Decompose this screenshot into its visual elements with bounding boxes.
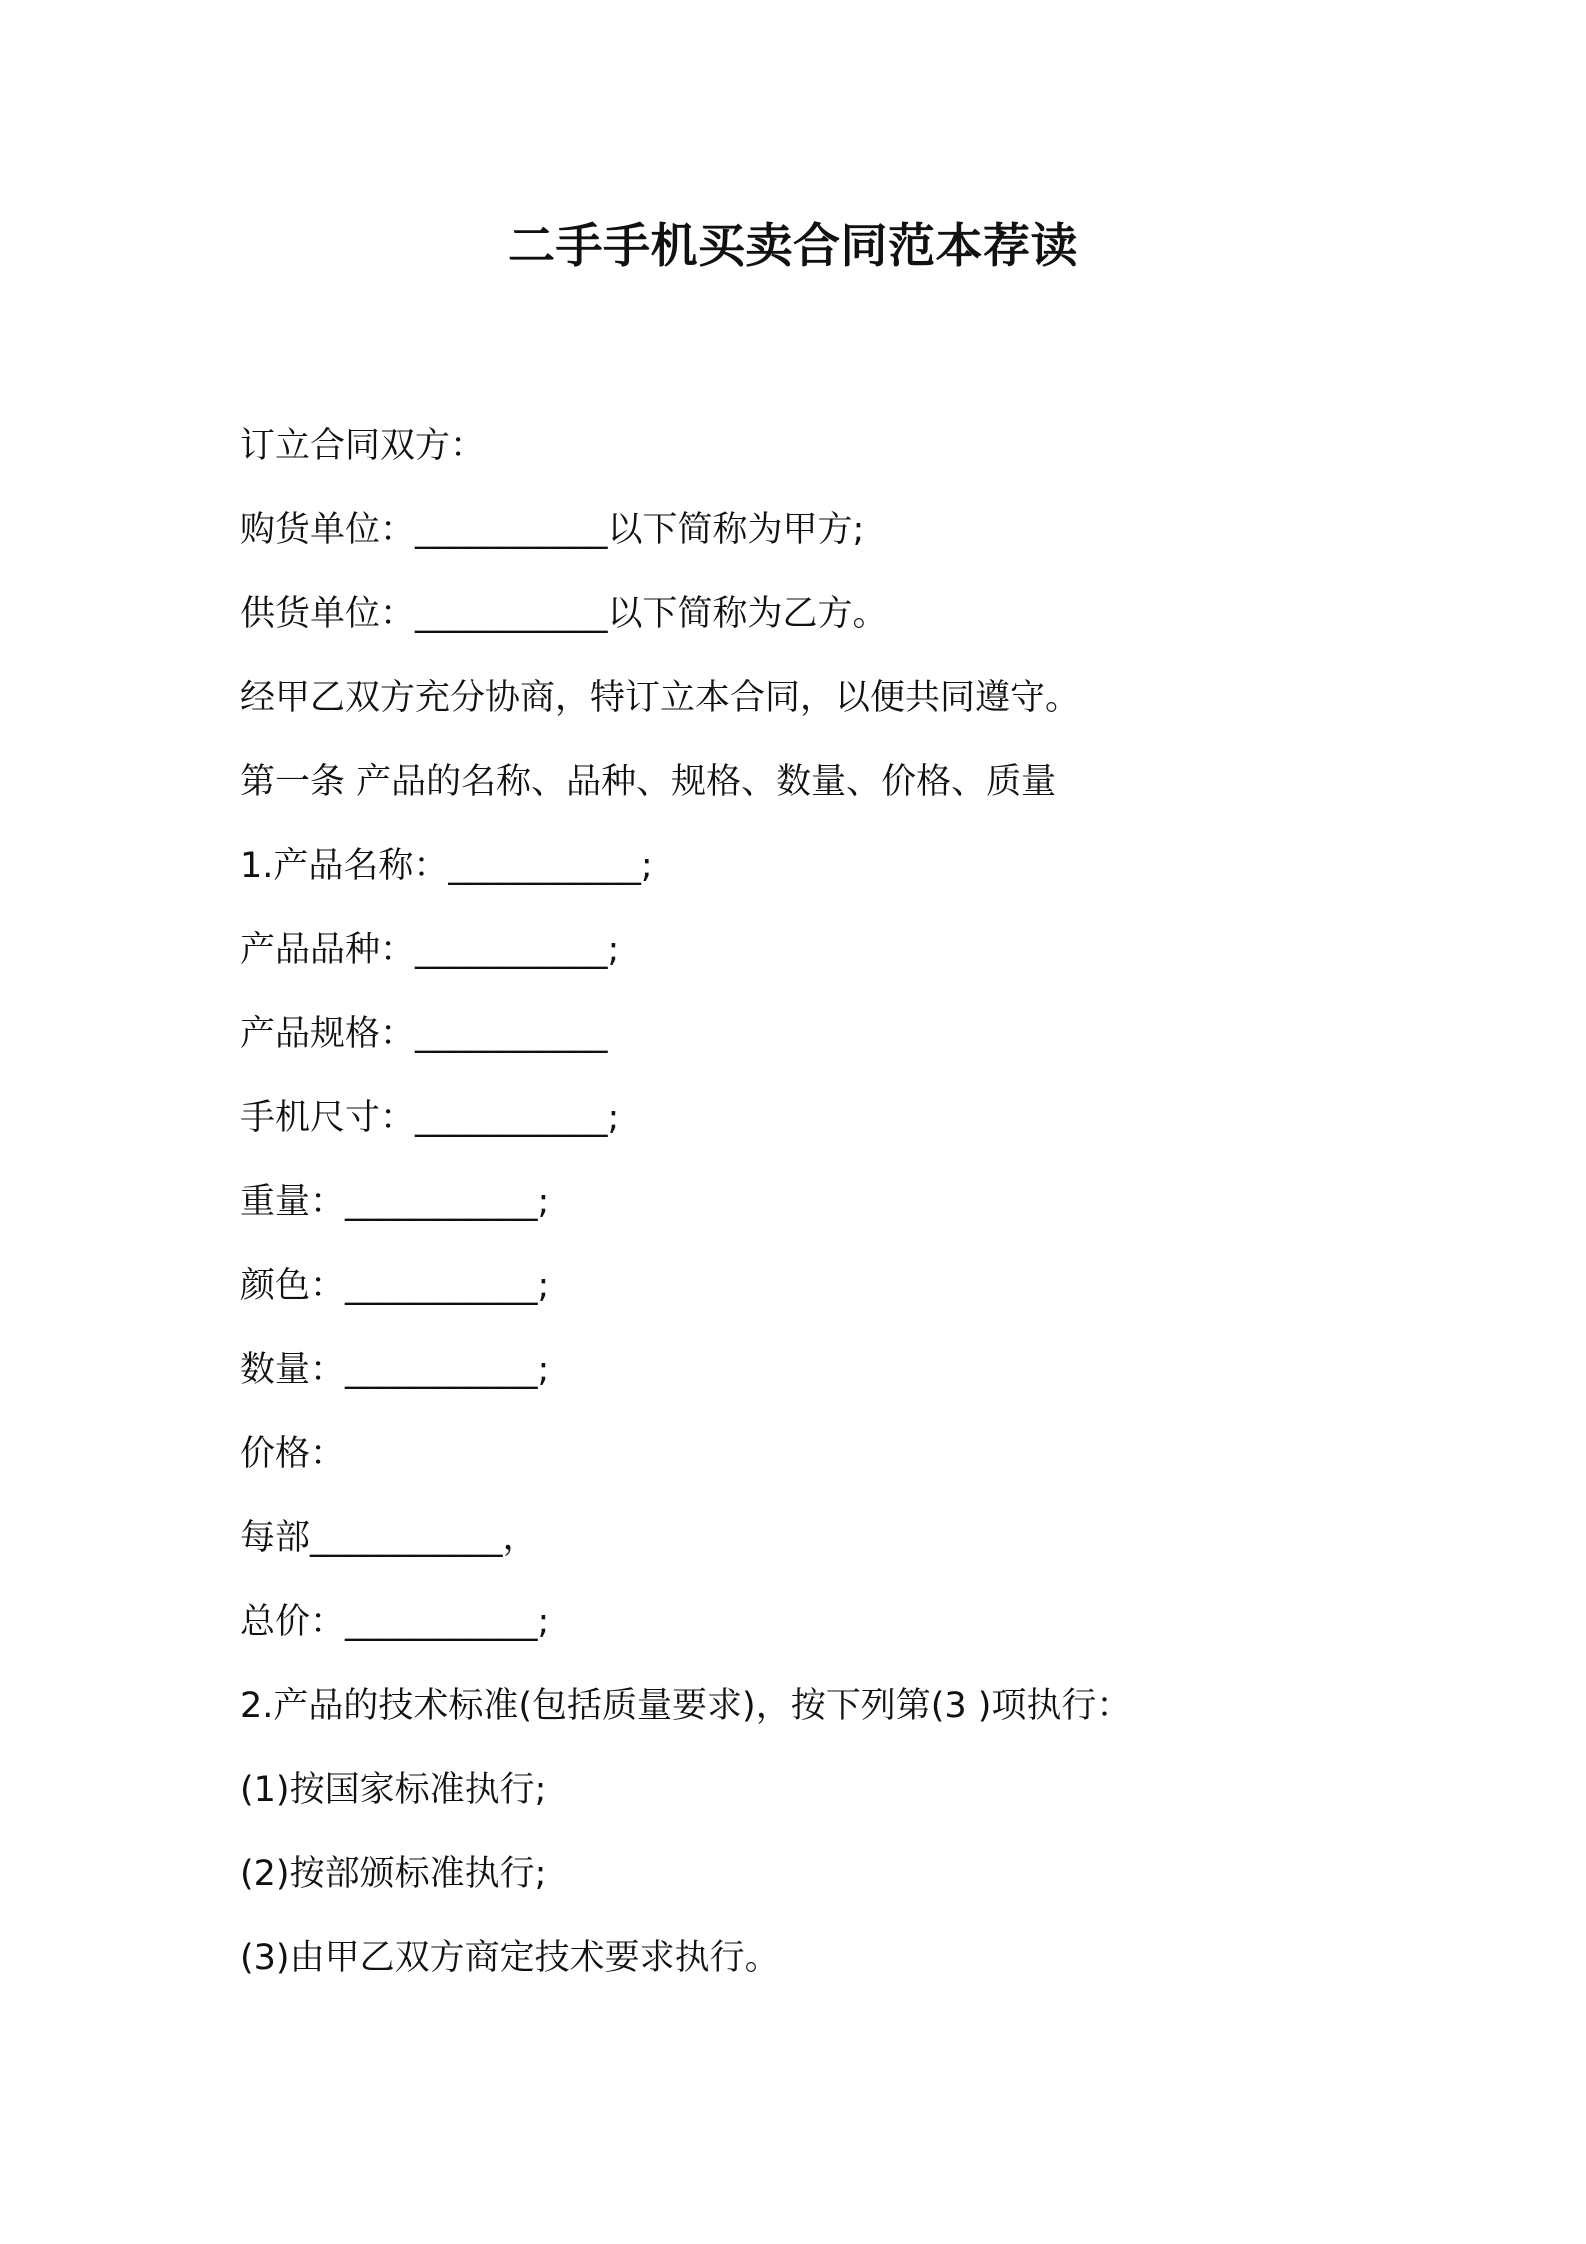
weight-line: 重量：___________; — [240, 1182, 550, 1222]
phone-size-line: 手机尺寸：___________; — [240, 1098, 620, 1138]
technical-standard-line: 2.产品的技术标准(包括质量要求)，按下列第(3 )项执行： — [240, 1686, 1132, 1726]
unit-price-line: 每部___________， — [240, 1518, 538, 1558]
total-price-line: 总价：___________; — [240, 1602, 550, 1642]
quantity-line: 数量：___________; — [240, 1350, 550, 1390]
standard-option-1: (1)按国家标准执行; — [240, 1770, 547, 1810]
agreement-statement: 经甲乙双方充分协商，特订立本合同，以便共同遵守。 — [240, 678, 1081, 718]
product-name-line: 1.产品名称：___________; — [240, 846, 653, 886]
contract-parties-heading: 订立合同双方： — [240, 426, 486, 466]
standard-option-2: (2)按部颁标准执行; — [240, 1854, 547, 1894]
buyer-line: 购货单位：___________以下简称为甲方; — [240, 510, 865, 550]
supplier-line: 供货单位：___________以下简称为乙方。 — [240, 594, 888, 634]
color-line: 颜色：___________; — [240, 1266, 550, 1306]
product-spec-line: 产品规格：___________ — [240, 1014, 608, 1054]
standard-option-3: (3)由甲乙双方商定技术要求执行。 — [240, 1938, 780, 1978]
product-variety-line: 产品品种：___________; — [240, 930, 620, 970]
price-heading: 价格： — [240, 1434, 346, 1474]
document-body — [240, 404, 1390, 2000]
document-title: 二手手机买卖合同范本荐读 — [508, 219, 1078, 274]
article-one-heading: 第一条 产品的名称、品种、规格、数量、价格、质量 — [240, 762, 1057, 802]
